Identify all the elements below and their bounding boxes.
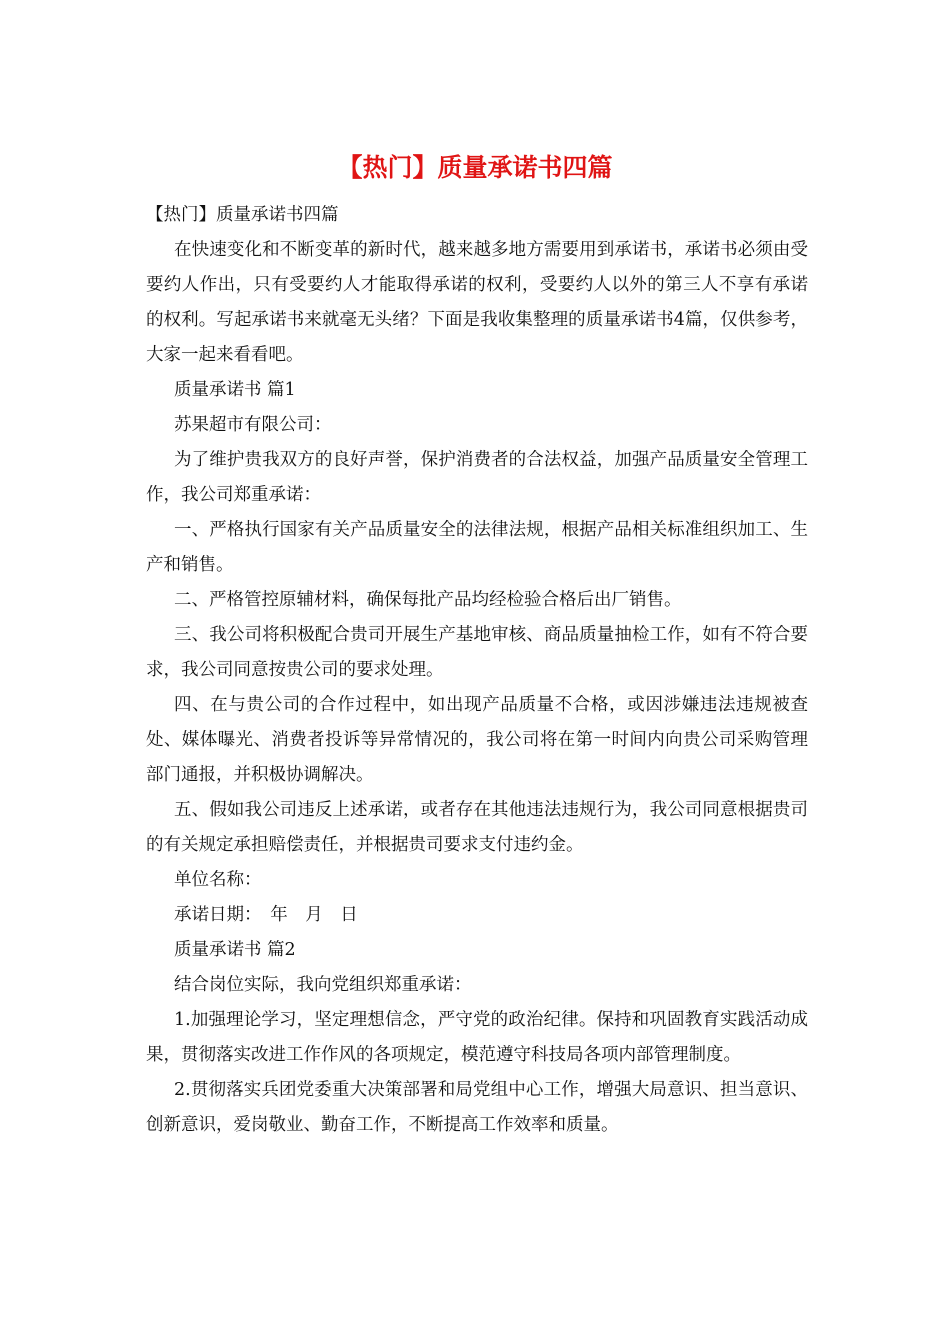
paragraph: 四、在与贵公司的合作过程中，如出现产品质量不合格，或因涉嫌违法违规被查处、媒体曝光、消费者投诉等异常情况的，我公司将在第一时间内向贵公司采购管理部门通报，并积极协调解决。 <box>146 695 808 785</box>
paragraph: 【热门】质量承诺书四篇 <box>146 205 339 225</box>
paragraph: 为了维护贵我双方的良好声誉，保护消费者的合法权益，加强产品质量安全管理工作，我公司郑重承诺： <box>146 450 808 505</box>
document-body <box>146 198 808 1143</box>
paragraph: 在快速变化和不断变革的新时代，越来越多地方需要用到承诺书，承诺书必须由受要约人作出，只有受要约人才能取得承诺的权利，受要约人以外的第三人不享有承诺的权利。写起承诺书来就毫无头绪？下面是我收集整理的质量承诺书4篇，仅供参考，大家一起来看看吧。 <box>146 240 808 365</box>
paragraph: 一、严格执行国家有关产品质量安全的法律法规，根据产品相关标准组织加工、生产和销售。 <box>146 520 808 575</box>
paragraph: 五、假如我公司违反上述承诺，或者存在其他违法违规行为，我公司同意根据贵司的有关规定承担赔偿责任，并根据贵司要求支付违约金。 <box>146 800 808 855</box>
paragraph: 三、我公司将积极配合贵司开展生产基地审核、商品质量抽检工作，如有不符合要求，我公司同意按贵公司的要求处理。 <box>146 625 808 680</box>
document-title: 【热门】质量承诺书四篇 <box>337 153 613 182</box>
section-heading: 质量承诺书 篇1 <box>174 380 296 400</box>
paragraph: 承诺日期： 年 月 日 <box>174 905 358 925</box>
paragraph: 结合岗位实际，我向党组织郑重承诺： <box>174 975 472 995</box>
paragraph: 苏果超市有限公司： <box>174 415 332 435</box>
section-heading: 质量承诺书 篇2 <box>174 940 296 960</box>
paragraph: 二、严格管控原辅材料，确保每批产品均经检验合格后出厂销售。 <box>174 590 682 610</box>
paragraph: 1.加强理论学习，坚定理想信念，严守党的政治纪律。保持和巩固教育实践活动成果，贯彻落实改进工作作风的各项规定，模范遵守科技局各项内部管理制度。 <box>146 1010 808 1065</box>
paragraph: 单位名称： <box>174 870 262 890</box>
paragraph: 2.贯彻落实兵团党委重大决策部署和局党组中心工作，增强大局意识、担当意识、创新意识，爱岗敬业、勤奋工作，不断提高工作效率和质量。 <box>146 1080 808 1135</box>
